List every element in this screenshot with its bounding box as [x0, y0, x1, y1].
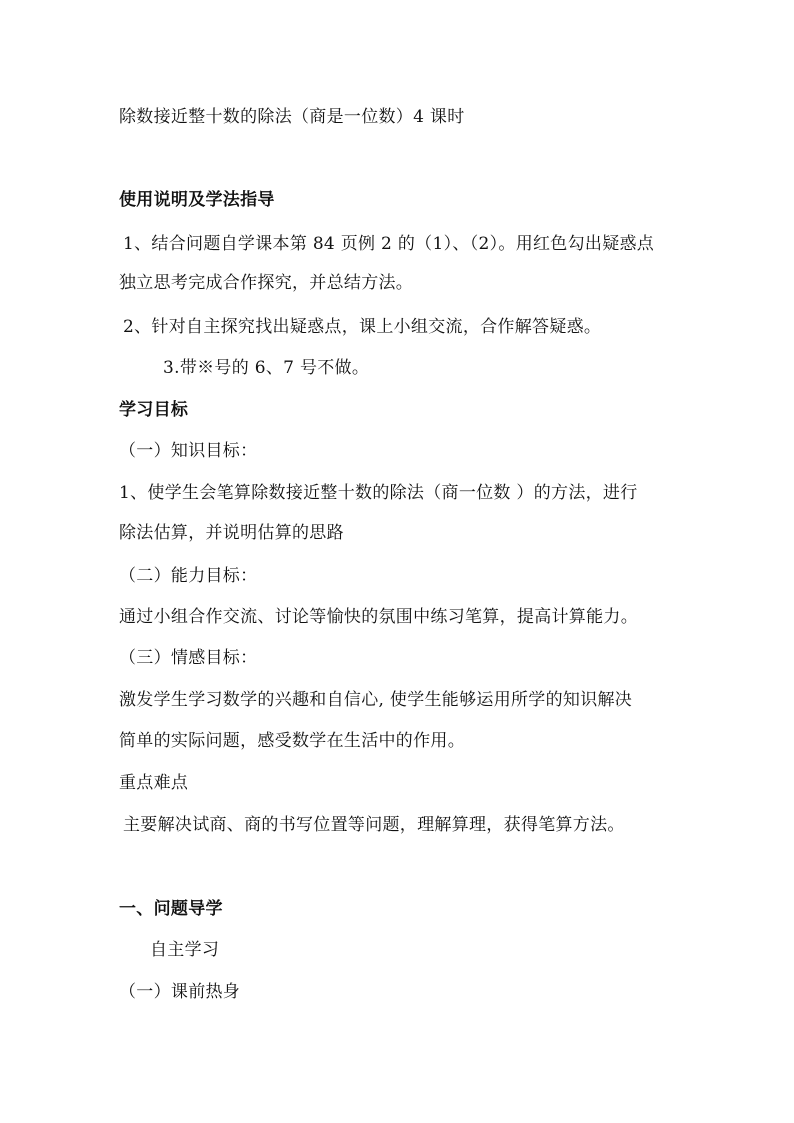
warmup-heading: （一）课前热身 [119, 982, 241, 1002]
knowledge-goal-line-2: 除法估算，并说明估算的思路 [119, 523, 344, 543]
usage-heading: 使用说明及学法指导 [119, 190, 275, 210]
key-points-heading: 重点难点 [119, 773, 189, 793]
ability-goal-heading: （二）能力目标： [119, 566, 258, 586]
knowledge-goal-line-1: 1、使学生会笔算除数接近整十数的除法（商一位数 ）的方法，进行 [119, 483, 638, 503]
section-one-heading: 一、问题导学 [119, 899, 223, 919]
goals-heading: 学习目标 [119, 400, 189, 420]
emotion-goal-heading: （三）情感目标： [119, 648, 258, 668]
ability-goal-text: 通过小组合作交流、讨论等愉快的氛围中练习笔算，提高计算能力。 [119, 607, 638, 627]
emotion-goal-line-1: 激发学生学习数学的兴趣和自信心, 使学生能够运用所学的知识解决 [119, 690, 633, 710]
key-points-text: 主要解决试商、商的书写位置等问题，理解算理，获得笔算方法。 [123, 815, 625, 835]
usage-item-1: 1、结合问题自学课本第 84 页例 2 的（1）、（2）。用红色勾出疑惑点 [123, 234, 655, 254]
self-study-label: 自主学习 [150, 940, 220, 960]
usage-item-3: 3.带※号的 6、7 号不做。 [163, 358, 370, 378]
document-title: 除数接近整十数的除法（商是一位数）4 课时 [119, 107, 465, 127]
emotion-goal-line-2: 简单的实际问题，感受数学在生活中的作用。 [119, 731, 465, 751]
usage-item-2: 2、针对自主探究找出疑惑点，课上小组交流，合作解答疑惑。 [123, 317, 602, 337]
knowledge-goal-heading: （一）知识目标： [119, 441, 258, 461]
usage-item-1-continued: 独立思考完成合作探究，并总结方法。 [119, 273, 414, 293]
